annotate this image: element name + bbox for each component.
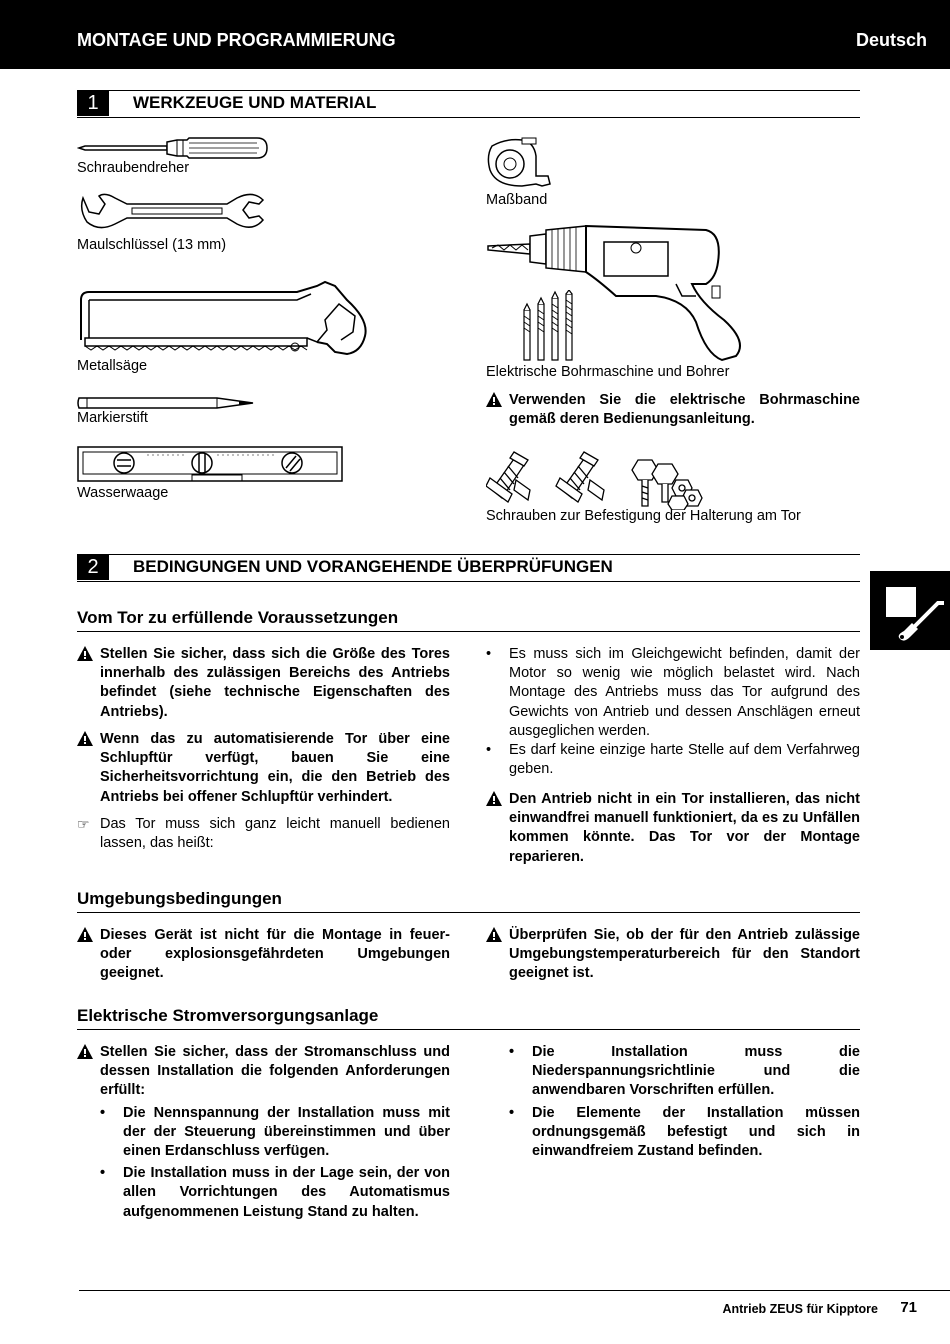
warning-icon xyxy=(486,791,502,806)
list-item: • Die Nennspannung der Installation muss mit der der Steuerung übereinstimmen und über einen Erdanschluss verfügen. xyxy=(100,1104,450,1160)
warning-icon xyxy=(77,1044,93,1059)
warning-icon xyxy=(486,927,502,942)
power-bullets-right xyxy=(509,1043,860,1161)
environment-warning-2-text: Überprüfen Sie, ob der für den Antrieb zulässige Umgebungstemperaturbereich für den Standort geeignet ist. xyxy=(509,927,860,982)
screwdriver-label: Schraubendreher xyxy=(77,160,190,176)
marker-pen-icon xyxy=(77,395,257,411)
list-item: • Es muss sich im Gleichgewicht befinden, damit der Motor so wenig wie möglich belastet wird. Nach Montage des Antriebs muss das Tor aufgrund des Gewichts von Antrieb und dessen Anschlägen erneut ausgeglichen werden. xyxy=(486,646,860,739)
hacksaw-icon xyxy=(77,280,370,360)
gate-warning-1-text: Stellen Sie sicher, dass sich die Größe des Tores innerhalb des zulässigen Bereichs des Antriebs befindet (siehe technische Eigenschaften des Antriebs). xyxy=(100,646,450,720)
section-title: WERKZEUGE UND MATERIAL xyxy=(133,93,377,112)
drill-warning xyxy=(509,391,860,429)
environment-warning-2 xyxy=(509,926,860,984)
screwdriver-icon xyxy=(77,136,270,162)
drill-label: Elektrische Bohrmaschine und Bohrer xyxy=(486,364,730,380)
gate-warning-3-text: Den Antrieb nicht in ein Tor installieren, das nicht einwandfrei manuell funktioniert, da es zu Unfällen kommen könnte. Das Tor vor der Montage reparieren. xyxy=(509,791,860,865)
spirit-level-icon xyxy=(77,446,343,484)
gate-note-text: Das Tor muss sich ganz leicht manuell bedienen lassen, das heißt: xyxy=(100,816,450,852)
section-1-heading xyxy=(77,90,860,118)
marker-label: Markierstift xyxy=(77,410,148,426)
environment-warning-1-text: Dieses Gerät ist nicht für die Montage in feuer- oder explosionsgefährdeten Umgebungen geeignet. xyxy=(100,927,450,982)
environment-warning-1 xyxy=(100,926,450,984)
list-item: • Es darf keine einzige harte Stelle auf dem Verfahrweg geben. xyxy=(486,742,860,778)
section-title: BEDINGUNGEN UND VORANGEHENDE ÜBERPRÜFUNGEN xyxy=(133,557,613,576)
gate-warning-2 xyxy=(100,730,450,807)
wrench-icon xyxy=(77,190,270,234)
gate-warning-2-text: Wenn das zu automatisierende Tor über eine Schlupftür verfügt, bauen Sie eine Sicherheitsvorrichtung ein, die den Betrieb des Antriebs bei offener Schlupftür verhindert. xyxy=(100,731,450,805)
warning-icon xyxy=(77,927,93,942)
chapter-tab xyxy=(870,571,950,650)
gate-note xyxy=(77,815,450,853)
subheading-environment: Umgebungsbedingungen xyxy=(77,889,860,913)
section-2-heading xyxy=(77,554,860,582)
gate-warning-3 xyxy=(509,790,860,867)
list-item: • Die Elemente der Installation müssen ordnungsgemäß befestigt und sich in einwandfreiem Zustand befinden. xyxy=(509,1104,860,1160)
footer-title: Antrieb ZEUS für Kipptore xyxy=(722,1302,878,1316)
page-header xyxy=(0,0,950,69)
drill-bits-icon xyxy=(520,290,580,362)
page-number: 71 xyxy=(900,1299,917,1316)
screwdriver-tab-icon xyxy=(870,571,950,650)
saw-label: Metallsäge xyxy=(77,358,148,374)
header-title: MONTAGE UND PROGRAMMIERUNG xyxy=(77,30,396,50)
warning-icon xyxy=(486,392,502,407)
power-warning xyxy=(100,1043,450,1222)
screws-label: Schrauben zur Befestigung der Halterung am Tor xyxy=(486,508,801,524)
footer-divider xyxy=(79,1290,950,1291)
section-number: 2 xyxy=(77,555,109,580)
tape-label: Maßband xyxy=(486,192,548,208)
tape-measure-icon xyxy=(486,136,556,190)
warning-icon xyxy=(77,731,93,746)
level-label: Wasserwaage xyxy=(77,485,169,501)
header-language: Deutsch xyxy=(855,30,927,50)
list-item: • Die Installation muss die Niederspannungsrichtlinie und die anwendbaren Vorschriften erfüllen. xyxy=(509,1044,860,1099)
wrench-label: Maulschlüssel (13 mm) xyxy=(77,237,227,253)
gate-bullets xyxy=(486,645,860,779)
section-number: 1 xyxy=(77,91,109,116)
gate-warning-1 xyxy=(100,645,450,722)
power-warning-text: Stellen Sie sicher, dass der Stromanschluss und dessen Installation die folgenden Anforderungen erfüllt: xyxy=(100,1044,450,1099)
screws-anchors-icon xyxy=(486,450,711,510)
list-item: • Die Installation muss in der Lage sein, der von allen Vorrichtungen des Automatismus aufgenommenen Leistung Stand zu halten. xyxy=(100,1165,450,1220)
drill-warning-text: Verwenden Sie die elektrische Bohrmaschine gemäß deren Bedienungsanleitung. xyxy=(509,392,860,428)
pointing-hand-icon: ☞ xyxy=(77,816,90,832)
warning-icon xyxy=(77,646,93,661)
subheading-gate-requirements: Vom Tor zu erfüllende Voraussetzungen xyxy=(77,608,860,632)
subheading-power-supply: Elektrische Stromversorgungsanlage xyxy=(77,1006,860,1030)
